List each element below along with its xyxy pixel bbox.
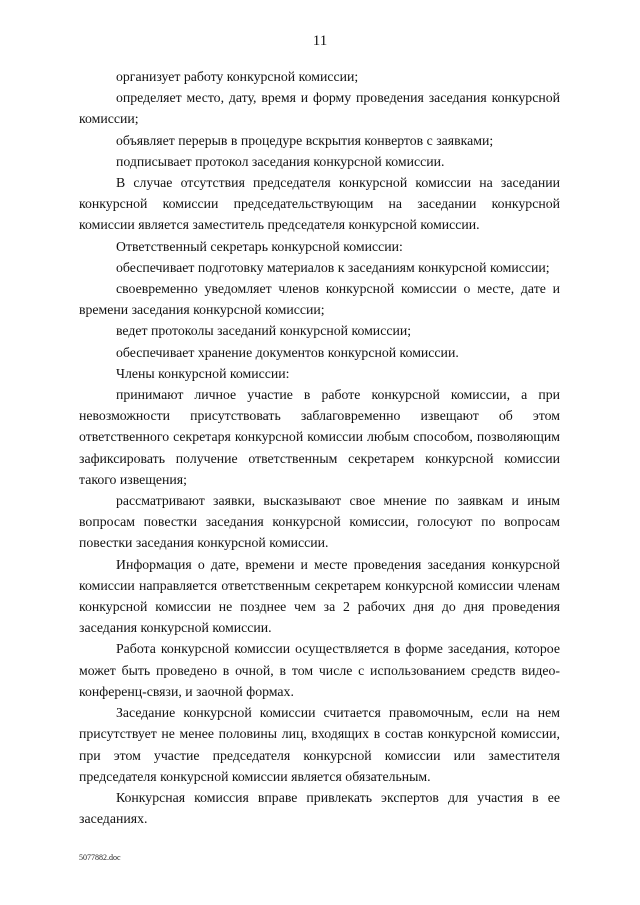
paragraph: Заседание конкурсной комиссии считается правомочным, если на нем присутствует не менее половины лиц, входящих в состав конкурсной комиссии, при этом участие председателя конкурсной комиссии или заместителя председателя конкурсной комиссии является обязательным.: [79, 705, 560, 784]
footer-document-code: 5077882.doc: [79, 853, 121, 862]
paragraph: обеспечивает хранение документов конкурсной комиссии.: [116, 344, 459, 360]
paragraph: подписывает протокол заседания конкурсной комиссии.: [116, 153, 445, 169]
paragraph: своевременно уведомляет членов конкурсной комиссии о месте, дате и времени заседания конкурсной комиссии;: [79, 281, 560, 318]
paragraph: Работа конкурсной комиссии осуществляется в форме заседания, которое может быть проведено в очной, в том числе с использованием средств видео-конференц-связи, и заочной формах.: [79, 641, 560, 699]
paragraph: В случае отсутствия председателя конкурсной комиссии на заседании конкурсной комиссии председательствующим на заседании конкурсной комиссии является заместитель председателя конкурсной комиссии.: [79, 175, 560, 233]
paragraph: объявляет перерыв в процедуре вскрытия конвертов с заявками;: [116, 132, 494, 148]
document-body: [79, 66, 560, 829]
paragraph: Конкурсная комиссия вправе привлекать экспертов для участия в ее заседаниях.: [79, 789, 560, 827]
paragraph: Ответственный секретарь конкурсной комиссии:: [116, 238, 403, 254]
paragraph: рассматривают заявки, высказывают свое мнение по заявкам и иным вопросам повестки заседания конкурсной комиссии, голосуют по вопросам повестки заседания конкурсной комиссии.: [79, 493, 560, 551]
page-number: 11: [312, 33, 328, 49]
paragraph: принимают личное участие в работе конкурсной комиссии, а при невозможности присутствовать заблаговременно извещают об этом ответственного секретаря конкурсной комиссии любым способом, позволяющим зафиксировать получение ответственным секретарем конкурсной комиссии такого извещения;: [79, 387, 560, 487]
paragraph: обеспечивает подготовку материалов к заседаниям конкурсной комиссии;: [116, 259, 550, 275]
paragraph: организует работу конкурсной комиссии;: [116, 69, 359, 84]
paragraph: определяет место, дату, время и форму проведения заседания конкурсной комиссии;: [79, 90, 560, 127]
paragraph: ведет протоколы заседаний конкурсной комиссии;: [116, 323, 412, 339]
paragraph: Члены конкурсной комиссии:: [116, 365, 290, 381]
paragraph: Информация о дате, времени и месте проведения заседания конкурсной комиссии направляется ответственным секретарем конкурсной комиссии членам конкурсной комиссии не позднее чем за 2 рабочих дня до дня проведения заседания конкурсной комиссии.: [79, 556, 560, 636]
